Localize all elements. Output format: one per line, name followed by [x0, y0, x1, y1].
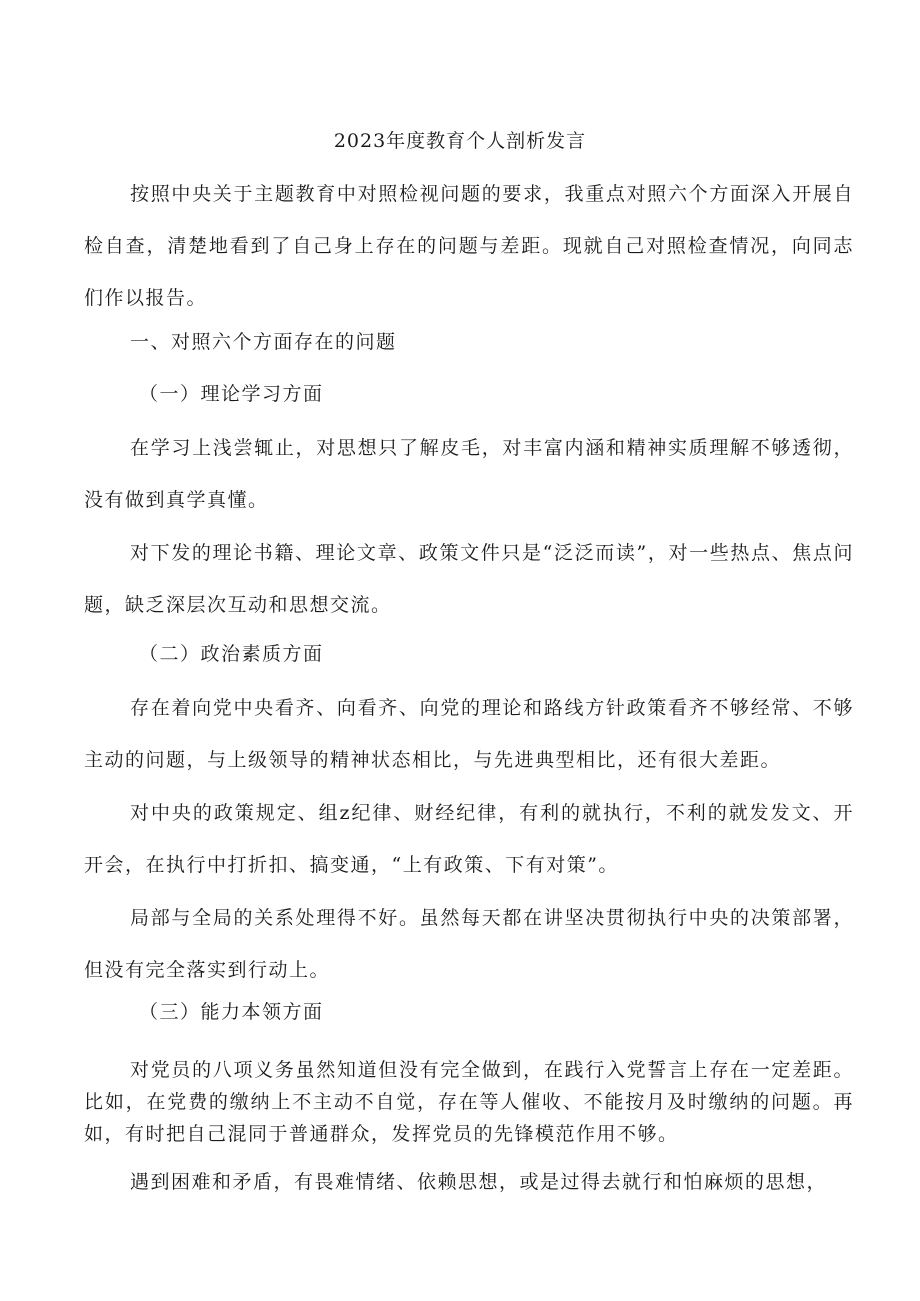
subsection-heading-ability: （三）能力本领方面	[139, 1001, 324, 1023]
ability-paragraph-2: 遇到困难和矛盾，有畏难情绪、依赖思想，或是过得去就行和怕麻烦的思想，	[130, 1171, 828, 1193]
intro-paragraph: 按照中央关于主题教育中对照检视问题的要求，我重点对照六个方面深入开展自检自查，清楚地看到了自己身上存在的问题与差距。现就自己对照检查情况，向同志们作以报告。	[84, 183, 854, 309]
subsection-heading-theory: （一）理论学习方面	[139, 383, 324, 405]
theory-paragraph-1: 在学习上浅尝辄止，对思想只了解皮毛，对丰富内涵和精神实质理解不够透彻，没有做到真学真懂。	[84, 437, 854, 511]
section-heading-1: 一、对照六个方面存在的问题	[130, 331, 397, 353]
ability-paragraph-1: 对党员的八项义务虽然知道但没有完全做到，在践行入党誓言上存在一定差距。比如，在党费的缴纳上不主动不自觉，存在等人催收、不能按月及时缴纳的问题。再如，有时把自己混同于普通群众，发挥党员的先锋模范作用不够。	[84, 1059, 854, 1145]
political-paragraph-2: 对中央的政策规定、组z纪律、财经纪律，有利的就执行，不利的就发发文、开开会，在执行中打折扣、搞变通，“上有政策、下有对策”。	[84, 802, 854, 876]
subsection-heading-political: （二）政治素质方面	[139, 643, 324, 665]
document-title: 2023年度教育个人剖析发言	[333, 130, 587, 152]
political-paragraph-1: 存在着向党中央看齐、向看齐、向党的理论和路线方针政策看齐不够经常、不够主动的问题，与上级领导的精神状态相比，与先进典型相比，还有很大差距。	[84, 697, 854, 771]
theory-paragraph-2: 对下发的理论书籍、理论文章、政策文件只是“泛泛而读”，对一些热点、焦点问题，缺乏深层次互动和思想交流。	[84, 542, 854, 616]
political-paragraph-3: 局部与全局的关系处理得不好。虽然每天都在讲坚决贯彻执行中央的决策部署，但没有完全落实到行动上。	[84, 907, 854, 981]
